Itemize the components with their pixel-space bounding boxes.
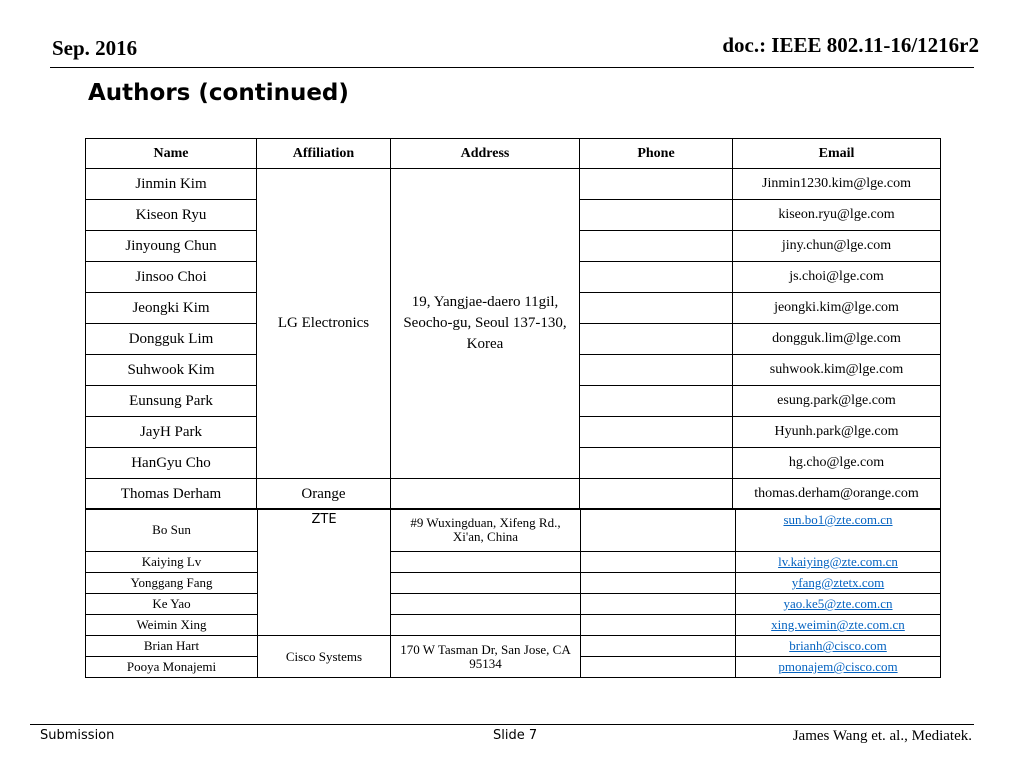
- authors-table-zte-cisco: [85, 508, 941, 678]
- author-email: jeongki.kim@lge.com: [733, 293, 941, 324]
- author-email: [736, 657, 941, 678]
- phone-cell: [580, 262, 733, 293]
- table-row: [86, 552, 941, 573]
- author-email: thomas.derham@orange.com: [733, 479, 941, 510]
- author-name: Thomas Derham: [86, 479, 257, 510]
- column-header-address: Address: [391, 139, 580, 169]
- authors-table-lg-orange: [85, 138, 941, 510]
- column-header-name: Name: [86, 139, 257, 169]
- phone-cell: [580, 386, 733, 417]
- table-header-row: [86, 139, 941, 169]
- phone-cell: [581, 657, 736, 678]
- affiliation-zte: ZTE: [258, 509, 391, 636]
- address-cell: [391, 594, 581, 615]
- author-name: Brian Hart: [86, 636, 258, 657]
- author-email: suhwook.kim@lge.com: [733, 355, 941, 386]
- email-link[interactable]: lv.kaiying@zte.com.cn: [778, 554, 898, 569]
- footer-authors: James Wang et. al., Mediatek.: [792, 728, 972, 744]
- author-email: [736, 594, 941, 615]
- author-name: Ke Yao: [86, 594, 258, 615]
- email-link[interactable]: sun.bo1@zte.com.cn: [783, 512, 893, 527]
- author-email: [736, 615, 941, 636]
- author-email: [736, 573, 941, 594]
- author-email: hg.cho@lge.com: [733, 448, 941, 479]
- author-name: Weimin Xing: [86, 615, 258, 636]
- phone-cell: [580, 293, 733, 324]
- email-link[interactable]: yao.ke5@zte.com.cn: [783, 596, 893, 611]
- email-link[interactable]: brianh@cisco.com: [789, 638, 887, 653]
- phone-cell: [581, 594, 736, 615]
- table-row: [86, 615, 941, 636]
- header-divider: [50, 67, 974, 68]
- author-email: esung.park@lge.com: [733, 386, 941, 417]
- phone-cell: [580, 479, 733, 510]
- author-name: Bo Sun: [86, 509, 258, 552]
- phone-cell: [580, 231, 733, 262]
- author-email: Jinmin1230.kim@lge.com: [733, 169, 941, 200]
- affiliation-lg: LG Electronics: [257, 169, 391, 479]
- phone-cell: [580, 169, 733, 200]
- author-name: Pooya Monajemi: [86, 657, 258, 678]
- address-cisco: 170 W Tasman Dr, San Jose, CA 95134: [391, 636, 581, 678]
- author-email: [736, 509, 941, 552]
- column-header-phone: Phone: [580, 139, 733, 169]
- phone-cell: [580, 200, 733, 231]
- phone-cell: [580, 417, 733, 448]
- author-name: Yonggang Fang: [86, 573, 258, 594]
- address-zte: #9 Wuxingduan, Xifeng Rd., Xi'an, China: [391, 509, 581, 552]
- author-name: Eunsung Park: [86, 386, 257, 417]
- author-name: Jinmin Kim: [86, 169, 257, 200]
- table-row: [86, 573, 941, 594]
- author-email: jiny.chun@lge.com: [733, 231, 941, 262]
- author-email: kiseon.ryu@lge.com: [733, 200, 941, 231]
- table-row: [86, 479, 941, 510]
- author-name: Jeongki Kim: [86, 293, 257, 324]
- phone-cell: [581, 552, 736, 573]
- affiliation-orange: Orange: [257, 479, 391, 510]
- address-cell: [391, 573, 581, 594]
- author-name: Dongguk Lim: [86, 324, 257, 355]
- table-row: [86, 636, 941, 657]
- author-name: Suhwook Kim: [86, 355, 257, 386]
- phone-cell: [581, 615, 736, 636]
- page-title: Authors (continued): [88, 80, 349, 106]
- footer-submission: Submission: [40, 728, 115, 743]
- address-cell: [391, 615, 581, 636]
- address-lg: 19, Yangjae-daero 11gil, Seocho-gu, Seoul 137-130, Korea: [391, 169, 580, 479]
- email-link[interactable]: yfang@ztetx.com: [791, 575, 885, 590]
- author-name: Kaiying Lv: [86, 552, 258, 573]
- table-row: [86, 169, 941, 200]
- affiliation-cisco: Cisco Systems: [258, 636, 391, 678]
- author-email: [736, 636, 941, 657]
- email-link[interactable]: pmonajem@cisco.com: [778, 659, 898, 674]
- footer-slide-number: Slide 7: [493, 728, 538, 743]
- author-email: [736, 552, 941, 573]
- author-name: Kiseon Ryu: [86, 200, 257, 231]
- phone-cell: [581, 509, 736, 552]
- column-header-affiliation: Affiliation: [257, 139, 391, 169]
- table-row: [86, 509, 941, 552]
- column-header-email: Email: [733, 139, 941, 169]
- author-email: dongguk.lim@lge.com: [733, 324, 941, 355]
- phone-cell: [580, 448, 733, 479]
- email-link[interactable]: xing.weimin@zte.com.cn: [771, 617, 905, 632]
- footer-divider: [30, 724, 974, 725]
- author-email: Hyunh.park@lge.com: [733, 417, 941, 448]
- author-name: HanGyu Cho: [86, 448, 257, 479]
- author-name: Jinyoung Chun: [86, 231, 257, 262]
- header-doc-id: doc.: IEEE 802.11-16/1216r2: [722, 33, 979, 57]
- author-email: js.choi@lge.com: [733, 262, 941, 293]
- header-date: Sep. 2016: [52, 36, 138, 60]
- author-name: JayH Park: [86, 417, 257, 448]
- phone-cell: [580, 355, 733, 386]
- address-cell: [391, 552, 581, 573]
- author-name: Jinsoo Choi: [86, 262, 257, 293]
- address-cell: [391, 479, 580, 510]
- phone-cell: [581, 573, 736, 594]
- table-row: [86, 594, 941, 615]
- phone-cell: [580, 324, 733, 355]
- phone-cell: [581, 636, 736, 657]
